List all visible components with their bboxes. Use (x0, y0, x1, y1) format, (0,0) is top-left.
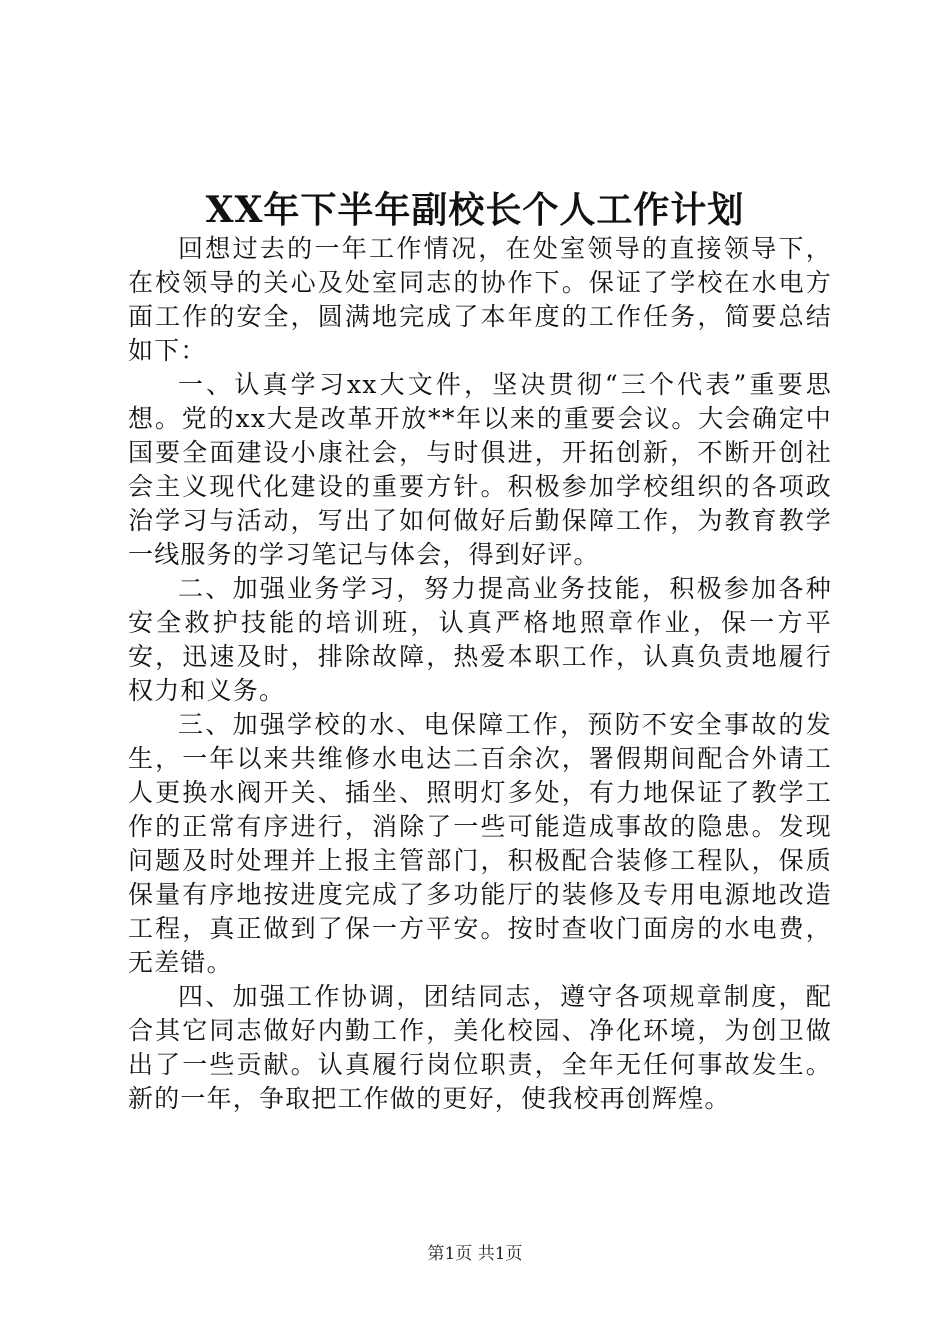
document-title: XX年下半年副校长个人工作计划 (205, 189, 745, 231)
section-1-paragraph: 一、认真学习xx大文件，坚决贯彻“三个代表”重要思想。党的xx大是改革开放**年以来的重要会议。大会确定中国要全面建设小康社会，与时俱进，开拓创新，不断开创社会主义现代化建设的重要方针。积极参加学校组织的各项政治学习与活动，写出了如何做好后勤保障工作，为教育教学一线服务的学习笔记与体会，得到好评。 (128, 370, 832, 569)
document-body (128, 232, 832, 1116)
page-footer: 第1页 共1页 (427, 1244, 523, 1264)
section-3-paragraph: 三、加强学校的水、电保障工作，预防不安全事故的发生，一年以来共维修水电达二百余次，署假期间配合外请工人更换水阀开关、插坐、照明灯多处，有力地保证了教学工作的正常有序进行，消除了一些可能造成事故的隐患。发现问题及时处理并上报主管部门，积极配合装修工程队，保质保量有序地按进度完成了多功能厅的装修及专用电源地改造工程，真正做到了保一方平安。按时查收门面房的水电费，无差错。 (128, 710, 832, 977)
section-2-paragraph: 二、加强业务学习，努力提高业务技能，积极参加各种安全救护技能的培训班，认真严格地照章作业，保一方平安，迅速及时，排除故障，热爱本职工作，认真负责地履行权力和义务。 (128, 574, 832, 705)
intro-paragraph: 回想过去的一年工作情况，在处室领导的直接领导下，在校领导的关心及处室同志的协作下。保证了学校在水电方面工作的安全，圆满地完成了本年度的工作任务，简要总结如下： (128, 234, 832, 365)
section-4-paragraph: 四、加强工作协调，团结同志，遵守各项规章制度，配合其它同志做好内勤工作，美化校园、净化环境，为创卫做出了一些贡献。认真履行岗位职责，全年无任何事故发生。新的一年，争取把工作做的更好，使我校再创辉煌。 (128, 982, 832, 1113)
